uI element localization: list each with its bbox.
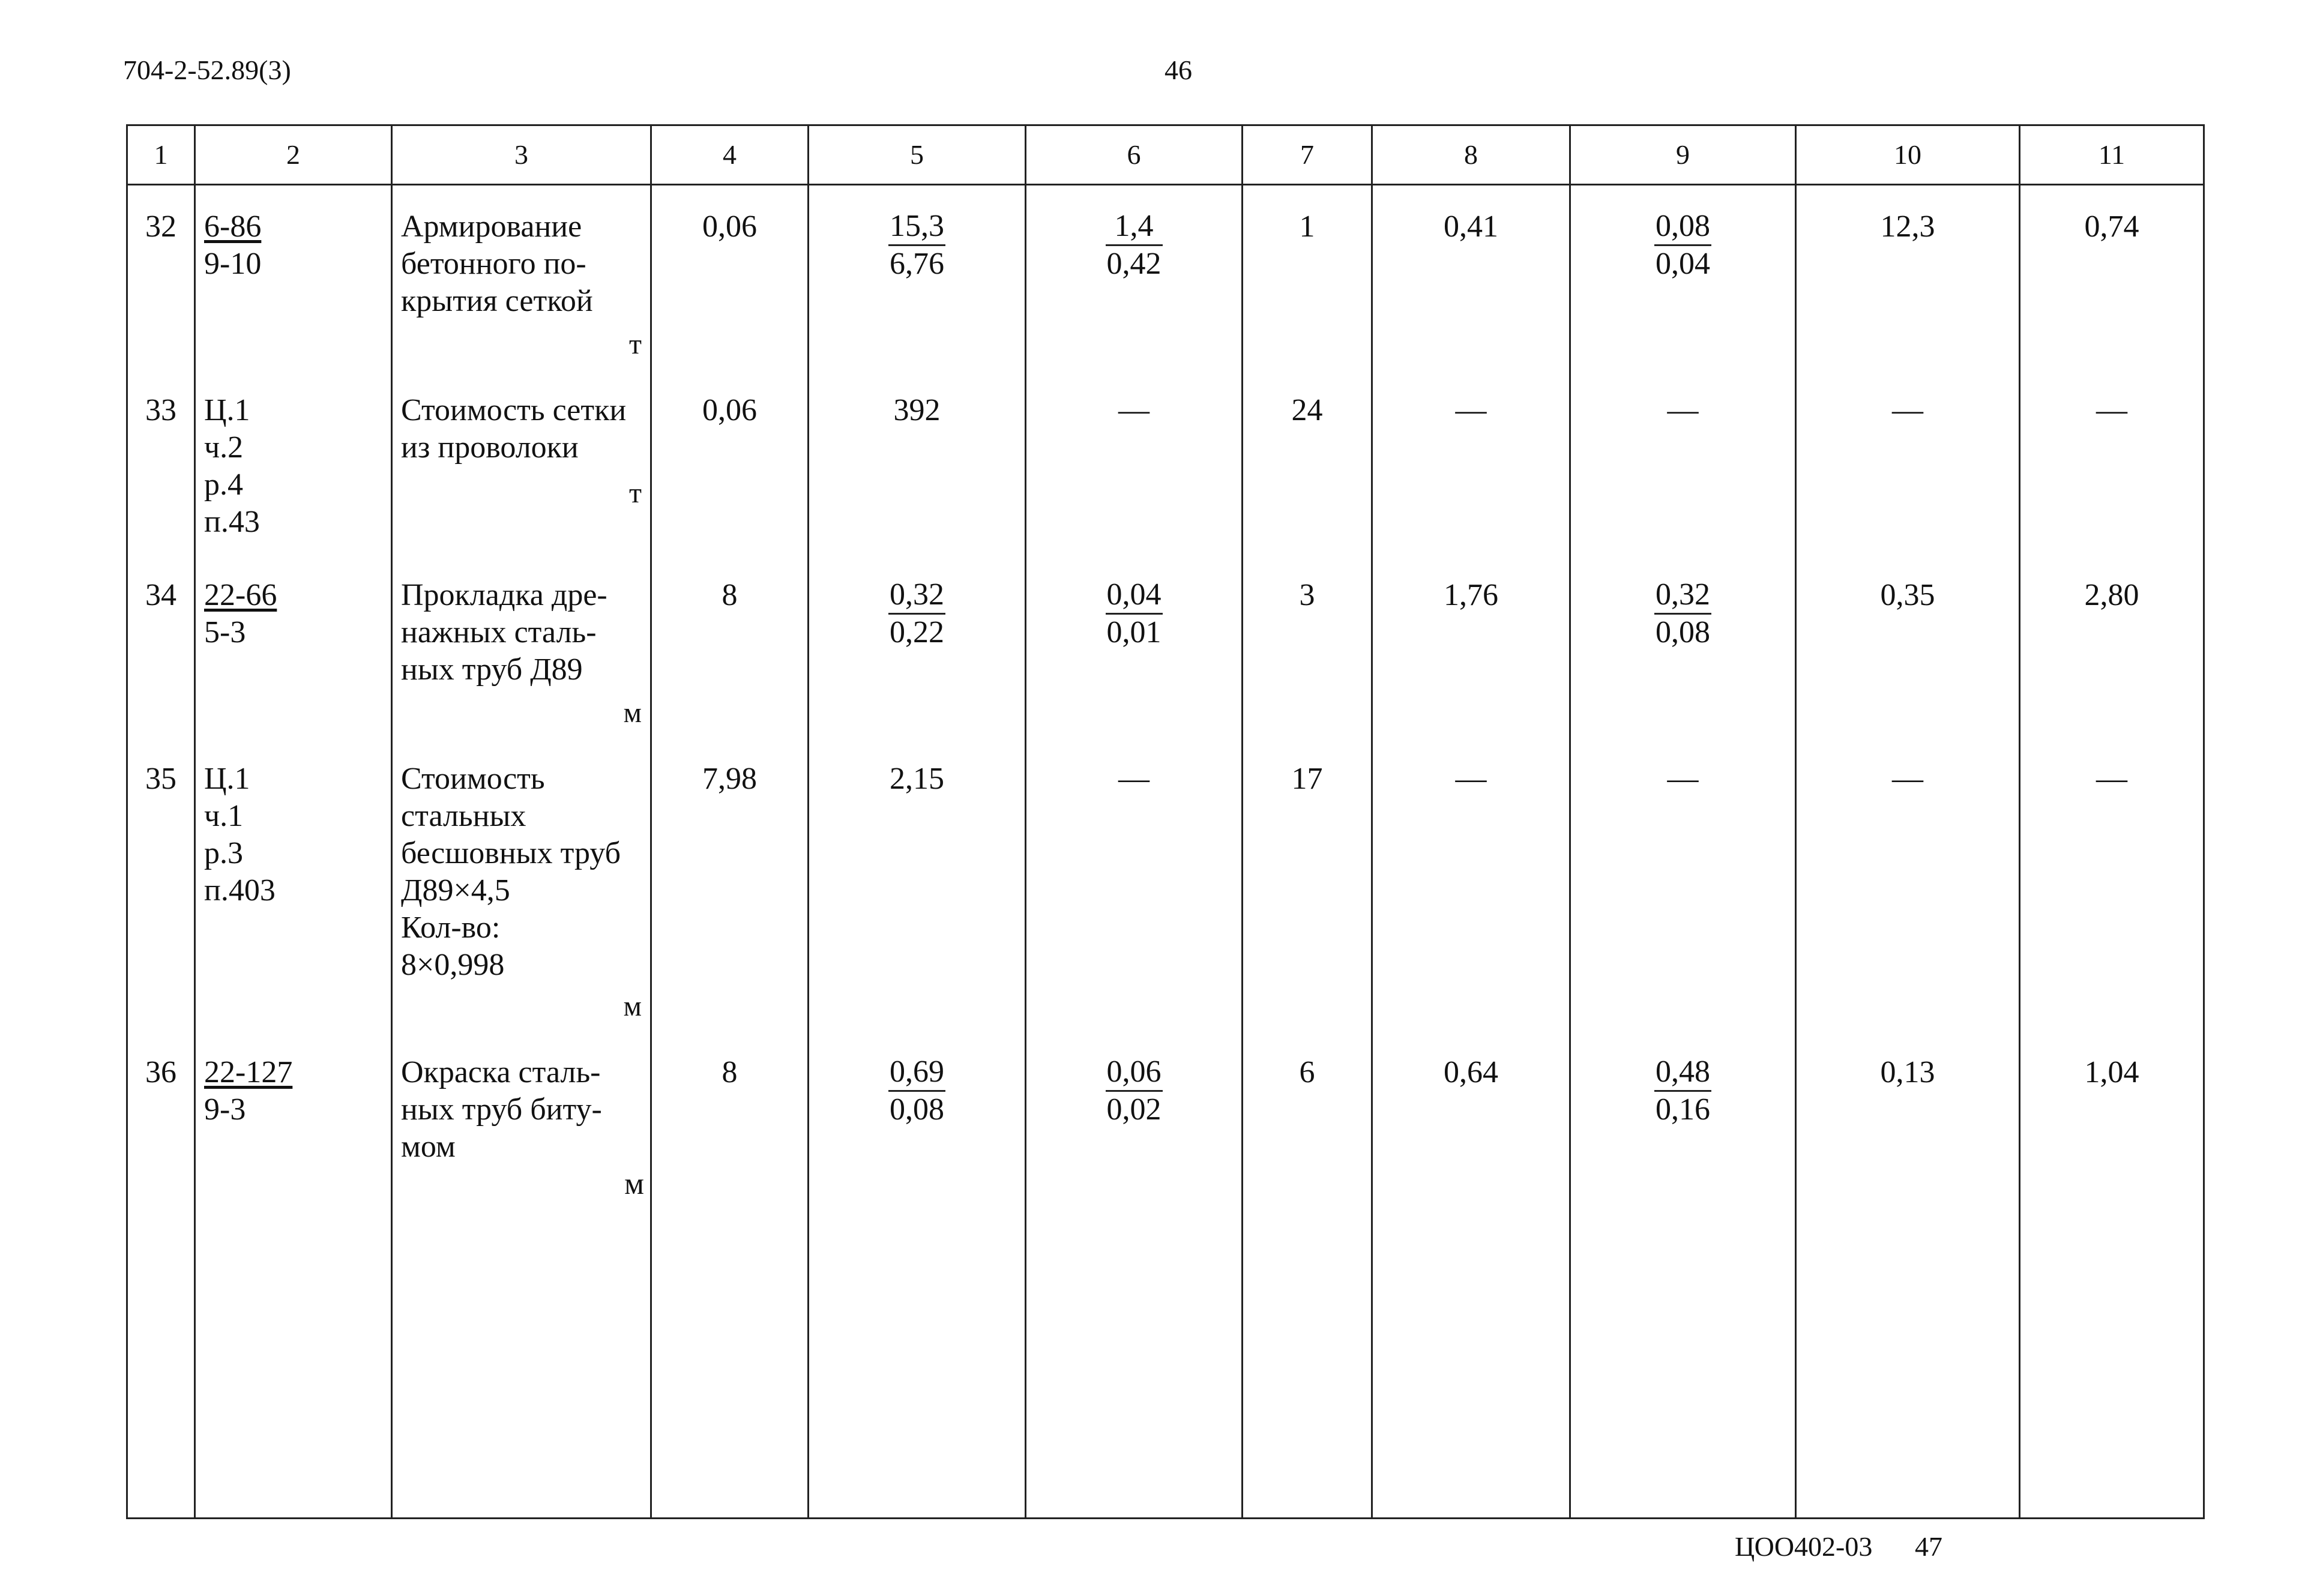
fraction-numerator: 0,08 — [1654, 208, 1711, 246]
document-reference: 704-2-52.89(3) — [123, 55, 291, 85]
column-header: 7 — [1243, 125, 1372, 185]
dash-value: — — [1455, 762, 1487, 796]
fraction-denominator: 0,22 — [890, 615, 944, 649]
labor-value: 0,35 — [1880, 578, 1935, 612]
fraction-denominator: 0,08 — [890, 1092, 944, 1127]
description-line: крытия сеткой — [401, 284, 593, 318]
table-row — [127, 185, 2204, 370]
rate-code-cell — [195, 1031, 392, 1519]
unit-cost-cell — [1026, 185, 1243, 370]
total-cost-cell — [1243, 185, 1372, 370]
unit-cost-value: 392 — [893, 393, 941, 427]
fraction-value — [1654, 1054, 1711, 1128]
total-cost-value: 3 — [1299, 578, 1315, 612]
total-cost-value: 6 — [1299, 1055, 1315, 1089]
unit-cost-cell — [809, 1031, 1026, 1519]
quantity-cell — [651, 185, 809, 370]
unit-label: м — [624, 1167, 644, 1201]
unit-cost-cell — [1026, 1031, 1243, 1519]
rate-code-line: р.3 — [204, 836, 243, 870]
labor-total-cell — [2020, 185, 2204, 370]
total-cost-cell — [1243, 1031, 1372, 1519]
description-line: нажных сталь- — [401, 615, 597, 649]
quantity-cell — [651, 1031, 809, 1519]
work-description-cell — [392, 369, 651, 554]
labor-cell — [1796, 554, 2020, 738]
cost-value: 1,76 — [1444, 578, 1498, 612]
unit-label: м — [623, 697, 642, 729]
column-header: 9 — [1570, 125, 1796, 185]
row-number: 36 — [145, 1055, 176, 1089]
rate-code-primary: 22-66 — [204, 578, 277, 612]
fraction-numerator: 0,32 — [888, 577, 945, 615]
fraction-value — [1106, 577, 1163, 651]
dash-value: — — [1892, 762, 1923, 796]
description-line: Кол-во: — [401, 911, 501, 945]
fraction-value — [888, 208, 945, 282]
labor-total-cell — [2020, 369, 2204, 554]
row-number: 33 — [145, 393, 176, 427]
labor-total-cell — [2020, 1031, 2204, 1519]
rate-code-line: 9-10 — [204, 247, 262, 281]
rate-code-line: п.403 — [204, 873, 276, 908]
column-header: 8 — [1372, 125, 1570, 185]
description-line: бетонного по- — [401, 247, 586, 281]
column-header: 4 — [651, 125, 809, 185]
fraction-numerator: 0,32 — [1654, 577, 1711, 615]
dash-value: — — [1667, 762, 1699, 796]
rate-code-primary: 22-127 — [204, 1055, 293, 1089]
cost-cell — [1372, 738, 1570, 1031]
labor-cell — [1796, 738, 2020, 1031]
fraction-value — [1654, 577, 1711, 651]
row-number-cell — [127, 185, 195, 370]
total-cost-value: 17 — [1291, 762, 1323, 796]
labor-value: 12,3 — [1880, 209, 1935, 244]
rate-code-cell — [195, 369, 392, 554]
description-line: ных труб Д89 — [401, 652, 583, 687]
row-number-cell — [127, 738, 195, 1031]
work-description-cell — [392, 1031, 651, 1519]
labor-total-cell — [2020, 554, 2204, 738]
column-header: 3 — [392, 125, 651, 185]
cost-cell — [1372, 554, 1570, 738]
description-line: бесшовных труб — [401, 836, 621, 870]
description-line: ных труб биту- — [401, 1092, 602, 1127]
unit-cost-cell — [809, 554, 1026, 738]
dash-value: — — [2096, 393, 2127, 427]
description-line: мом — [401, 1130, 456, 1164]
unit-cost-cell — [809, 738, 1026, 1031]
dash-value: — — [1455, 393, 1487, 427]
row-number: 32 — [145, 209, 176, 244]
work-description-cell — [392, 738, 651, 1031]
cost-cell — [1570, 554, 1796, 738]
column-number-header-row — [127, 125, 2204, 185]
row-number-cell — [127, 369, 195, 554]
fraction-denominator: 0,16 — [1656, 1092, 1710, 1127]
dash-value: — — [1667, 393, 1699, 427]
labor-value: 0,13 — [1880, 1055, 1935, 1089]
description-line: Стоимость — [401, 762, 545, 796]
column-header: 1 — [127, 125, 195, 185]
quantity-cell — [651, 554, 809, 738]
work-description-cell — [392, 185, 651, 370]
cost-cell — [1570, 738, 1796, 1031]
work-description-cell — [392, 554, 651, 738]
total-cost-value: 24 — [1291, 393, 1323, 427]
row-number-cell — [127, 1031, 195, 1519]
cost-value: 0,41 — [1444, 209, 1498, 244]
rate-code-cell — [195, 738, 392, 1031]
fraction-denominator: 0,02 — [1106, 1092, 1162, 1127]
fraction-numerator: 1,4 — [1106, 208, 1163, 246]
fraction-numerator: 0,48 — [1654, 1054, 1711, 1092]
unit-label: т — [629, 328, 642, 360]
description-line: из проволоки — [401, 430, 579, 465]
description-line: Стоимость сетки — [401, 393, 627, 427]
total-cost-cell — [1243, 369, 1372, 554]
dash-value: — — [2096, 762, 2127, 796]
total-cost-cell — [1243, 554, 1372, 738]
fraction-numerator: 0,04 — [1106, 577, 1163, 615]
unit-cost-cell — [1026, 369, 1243, 554]
labor-total-value: 2,80 — [2084, 578, 2139, 612]
column-header: 11 — [2020, 125, 2204, 185]
total-cost-cell — [1243, 738, 1372, 1031]
footer-page-number: 47 — [1915, 1531, 1942, 1562]
dash-value: — — [1892, 393, 1923, 427]
cost-cell — [1570, 369, 1796, 554]
quantity-cell — [651, 738, 809, 1031]
description-line: Армирование — [401, 209, 582, 244]
row-number: 34 — [145, 578, 176, 612]
fraction-value — [888, 577, 945, 651]
total-cost-value: 1 — [1299, 209, 1315, 244]
rate-code-cell — [195, 185, 392, 370]
rate-code-line: ч.1 — [204, 799, 244, 833]
labor-cell — [1796, 1031, 2020, 1519]
fraction-value — [1654, 208, 1711, 282]
cost-cell — [1372, 369, 1570, 554]
cost-cell — [1570, 185, 1796, 370]
fraction-denominator: 0,08 — [1656, 615, 1710, 649]
description-line: Д89×4,5 — [401, 873, 510, 908]
table-row — [127, 554, 2204, 738]
labor-total-cell — [2020, 738, 2204, 1031]
rate-code-line: 9-3 — [204, 1092, 246, 1127]
row-number: 35 — [145, 762, 176, 796]
quantity-cell — [651, 369, 809, 554]
column-header: 2 — [195, 125, 392, 185]
labor-total-value: 1,04 — [2084, 1055, 2139, 1089]
dash-value: — — [1118, 762, 1149, 796]
fraction-numerator: 0,06 — [1106, 1054, 1163, 1092]
row-number-cell — [127, 554, 195, 738]
fraction-numerator: 15,3 — [888, 208, 945, 246]
unit-label: м — [623, 990, 642, 1022]
fraction-numerator: 0,69 — [888, 1054, 945, 1092]
labor-total-value: 0,74 — [2084, 209, 2139, 244]
rate-code-primary: Ц.1 — [204, 762, 250, 796]
cost-value: 0,64 — [1444, 1055, 1498, 1089]
document-code: ЦОО402-03 — [1735, 1531, 1873, 1562]
fraction-denominator: 0,42 — [1106, 247, 1162, 281]
page-number: 46 — [1165, 55, 1192, 85]
rate-code-line: п.43 — [204, 505, 260, 539]
description-line: Окраска сталь- — [401, 1055, 601, 1089]
cost-cell — [1372, 1031, 1570, 1519]
quantity-value: 8 — [722, 1055, 738, 1089]
unit-cost-cell — [1026, 738, 1243, 1031]
unit-cost-cell — [809, 185, 1026, 370]
table-row — [127, 1031, 2204, 1519]
labor-cell — [1796, 185, 2020, 370]
rate-code-cell — [195, 554, 392, 738]
quantity-value: 8 — [722, 578, 738, 612]
fraction-value — [1106, 208, 1163, 282]
cost-cell — [1570, 1031, 1796, 1519]
rate-code-line: ч.2 — [204, 430, 244, 465]
table-row — [127, 738, 2204, 1031]
description-line: Прокладка дре- — [401, 578, 607, 612]
fraction-denominator: 0,01 — [1106, 615, 1162, 649]
description-line: 8×0,998 — [401, 948, 505, 982]
cost-cell — [1372, 185, 1570, 370]
rate-code-primary: 6-86 — [204, 209, 262, 244]
quantity-value: 0,06 — [702, 393, 757, 427]
table-row — [127, 369, 2204, 554]
unit-cost-cell — [1026, 554, 1243, 738]
fraction-denominator: 0,04 — [1656, 247, 1710, 281]
unit-cost-value: 2,15 — [890, 762, 944, 796]
rate-code-line: р.4 — [204, 468, 243, 502]
fraction-denominator: 6,76 — [890, 247, 944, 281]
description-line: стальных — [401, 799, 526, 833]
estimate-table — [126, 124, 2205, 1519]
quantity-value: 7,98 — [702, 762, 757, 796]
dash-value: — — [1118, 393, 1149, 427]
labor-cell — [1796, 369, 2020, 554]
unit-label: т — [629, 477, 642, 509]
column-header: 10 — [1796, 125, 2020, 185]
fraction-value — [888, 1054, 945, 1128]
fraction-value — [1106, 1054, 1163, 1128]
rate-code-line: 5-3 — [204, 615, 246, 649]
quantity-value: 0,06 — [702, 209, 757, 244]
column-header: 5 — [809, 125, 1026, 185]
column-header: 6 — [1026, 125, 1243, 185]
rate-code-primary: Ц.1 — [204, 393, 250, 427]
unit-cost-cell — [809, 369, 1026, 554]
